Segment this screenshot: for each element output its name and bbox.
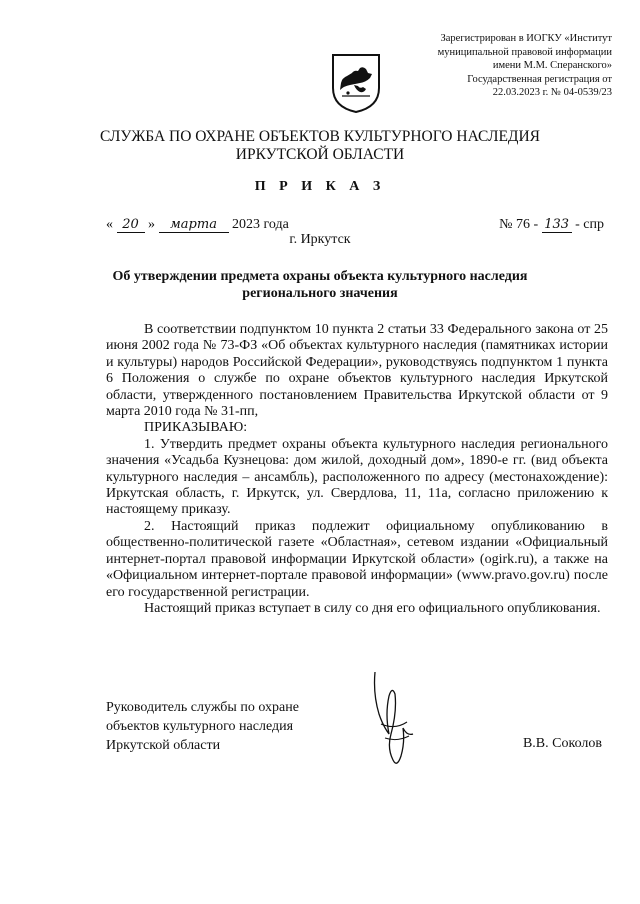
item-1-paragraph: 1. Утвердить предмет охраны объекта культурного наследия регионального значения «Усадьба Кузнецова: дом жилой, доходный дом», 1890-е гг. (вид объекта культурного наследия – ансамбль), расположенного по адресу (местонахождение): Иркутская область, г. Иркутск, ул. Свердлова, 11, 11а, согласно приложению к настоящему приказу. [106, 436, 608, 518]
registration-line: имени М.М. Сперанского» [492, 60, 612, 72]
handwritten-number: 133 [542, 217, 572, 233]
registration-line: Зарегистрирован в ИОГКУ «Институт [440, 33, 612, 44]
agency-name [0, 128, 640, 164]
date-year: 2023 года [232, 217, 289, 232]
order-date [106, 217, 289, 233]
agency-name-line: СЛУЖБА ПО ОХРАНЕ ОБЪЕКТОВ КУЛЬТУРНОГО НАСЛЕДИЯ [99, 128, 541, 145]
order-subject [90, 268, 550, 302]
order-city: г. Иркутск [289, 232, 351, 247]
item-2-paragraph: 2. Настоящий приказ подлежит официальному опубликованию в общественно-политической газете «Областная», сетевом издании «Официальный интернет-портал правовой информации Иркутской области» (ogirk.ru), а также на «Официальном интернет-портале правовой информации» (www.pravo.gov.ru) после его государственной регистрации. [106, 518, 608, 600]
subject-line: регионального значения [242, 286, 398, 301]
preamble-paragraph: В соответствии подпунктом 10 пункта 2 статьи 33 Федерального закона от 25 июня 2002 года № 73-ФЗ «Об объектах культурного наследия (памятниках истории и культуры) народов Российской Федерации», руководствуясь подпунктом 1 пункта 6 Положения о службе по охране объектов культурного наследия Иркутской области, утвержденного постановлением Правительства Иркутской области от 9 марта 2010 года № 31-пп, [106, 322, 608, 420]
registration-line: Государственная регистрация от [467, 73, 612, 85]
registration-line: муниципальной правовой информации [437, 46, 612, 58]
signatory-line: объектов культурного наследия [106, 719, 294, 734]
order-number-suffix: - спр [575, 217, 604, 232]
handwritten-signature [345, 664, 435, 774]
registration-note [402, 32, 612, 100]
date-quote-open: « [106, 217, 113, 232]
signatory-name: В.В. Соколов [522, 736, 602, 751]
handwritten-month: марта [159, 217, 229, 233]
orders-keyword: ПРИКАЗЫВАЮ: [144, 420, 248, 436]
effective-paragraph: Настоящий приказ вступает в силу со дня его официального опубликования. [144, 600, 601, 616]
agency-name-line: ИРКУТСКОЙ ОБЛАСТИ [235, 146, 405, 163]
date-quote-close: » [148, 217, 155, 232]
subject-line: Об утверждении предмета охраны объекта культурного наследия [112, 269, 528, 284]
signatory-line: Руководитель службы по охране [106, 700, 299, 715]
order-number-prefix: № 76 - [499, 217, 539, 232]
registration-line: 22.03.2023 г. № 04-0539/23 [492, 87, 612, 99]
handwritten-day: 20 [117, 217, 145, 233]
signatory-position [106, 698, 299, 755]
order-title: П Р И К А З [254, 179, 386, 194]
order-body [106, 322, 608, 617]
order-number [499, 217, 604, 233]
irkutsk-coat-of-arms-icon [330, 52, 382, 114]
signatory-line: Иркутской области [106, 738, 221, 753]
